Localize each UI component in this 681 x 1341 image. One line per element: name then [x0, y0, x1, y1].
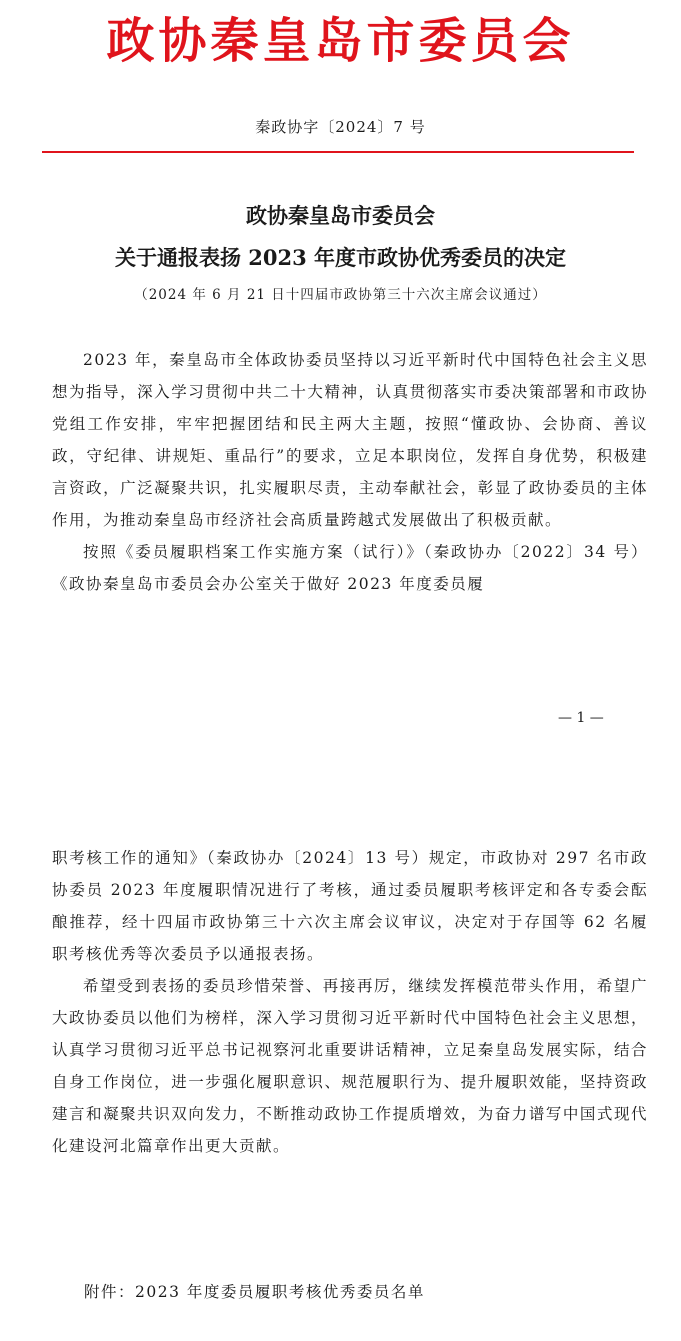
red-header-org-name: 政协秦皇岛市委员会	[106, 13, 575, 69]
page2-body	[52, 842, 648, 1162]
paragraph-2-end: 职考核工作的通知》（秦政协办〔2024〕13 号）规定，市政协对 297 名市政协委员 2023 年度履职情况进行了考核，通过委员履职考核评定和各专委会酝酿推荐，经十四届市政协第三十六次主席会议审议，决定对于存国等 62 名履职考核优秀等次委员予以通报表扬。	[52, 849, 648, 963]
document-number: 秦政协字〔2024〕7 号	[255, 118, 426, 136]
document-title-line1: 政协秦皇岛市委员会	[246, 203, 435, 228]
paragraph-2-start: 按照《委员履职档案工作实施方案（试行）》（秦政协办〔2022〕34 号）《政协秦皇岛市委员会办公室关于做好 2023 年度委员履	[52, 543, 648, 593]
document-subtitle: （2024 年 6 月 21 日十四届市政协第三十六次主席会议通过）	[134, 287, 547, 303]
page-number: — 1 —	[558, 710, 604, 726]
paragraph-3: 希望受到表扬的委员珍惜荣誉、再接再厉，继续发挥模范带头作用，希望广大政协委员以他们为榜样，深入学习贯彻习近平新时代中国特色社会主义思想，认真学习贯彻习近平总书记视察河北重要讲话精神，立足秦皇岛发展实际，结合自身工作岗位，进一步强化履职意识、规范履职行为、提升履职效能，坚持资政建言和凝聚共识双向发力，不断推动政协工作提质增效，为奋力谱写中国式现代化建设河北篇章作出更大贡献。	[52, 977, 648, 1155]
red-divider	[42, 151, 634, 153]
page1-body	[52, 344, 648, 600]
document-title-line2: 关于通报表扬 2023 年度市政协优秀委员的决定	[114, 245, 567, 270]
paragraph-1: 2023 年，秦皇岛市全体政协委员坚持以习近平新时代中国特色社会主义思想为指导，深入学习贯彻中共二十大精神，认真贯彻落实市委决策部署和市政协党组工作安排，牢牢把握团结和民主两大主题，按照“懂政协、会协商、善议政，守纪律、讲规矩、重品行”的要求，立足本职岗位，发挥自身优势，积极建言资政，广泛凝聚共识，扎实履职尽责，主动奉献社会，彰显了政协委员的主体作用，为推动秦皇岛市经济社会高质量跨越式发展做出了积极贡献。	[52, 351, 648, 529]
attachment-note: 附件：2023 年度委员履职考核优秀委员名单	[84, 1283, 425, 1301]
